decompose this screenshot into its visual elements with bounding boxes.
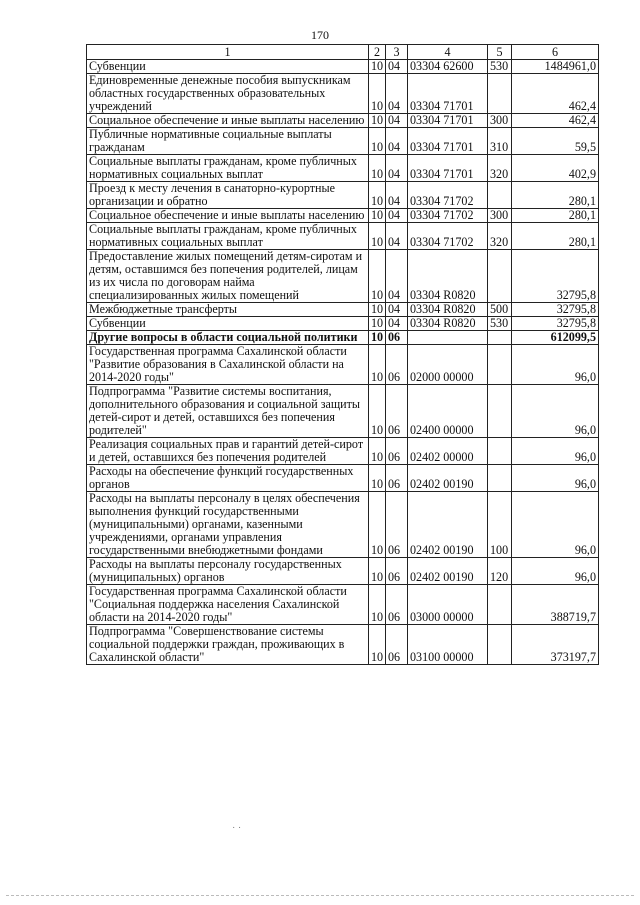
row-section-cell: 10 [369, 345, 386, 385]
row-expense-type-cell [488, 385, 512, 438]
table-row [87, 625, 599, 665]
row-section-cell: 10 [369, 303, 386, 317]
row-subsection-cell: 06 [386, 385, 408, 438]
row-target-article-cell: 03304 R0820 [408, 303, 488, 317]
row-name-cell: Расходы на выплаты персоналу государственных (муниципальных) органов [87, 558, 369, 585]
row-name-cell: Проезд к месту лечения в санаторно-курортные организации и обратно [87, 182, 369, 209]
header-col-1: 1 [87, 45, 369, 60]
row-expense-type-cell: 300 [488, 209, 512, 223]
row-target-article-cell: 03304 71701 [408, 114, 488, 128]
row-amount-cell: 32795,8 [512, 250, 599, 303]
row-amount-cell: 280,1 [512, 223, 599, 250]
row-target-article-cell: 03304 R0820 [408, 250, 488, 303]
row-amount-cell: 32795,8 [512, 303, 599, 317]
row-subsection-cell: 06 [386, 438, 408, 465]
row-expense-type-cell [488, 585, 512, 625]
row-target-article-cell: 02400 00000 [408, 385, 488, 438]
row-subsection-cell: 06 [386, 625, 408, 665]
row-subsection-cell: 06 [386, 492, 408, 558]
row-expense-type-cell: 320 [488, 223, 512, 250]
header-col-4: 4 [408, 45, 488, 60]
row-expense-type-cell [488, 182, 512, 209]
table-row [87, 317, 599, 331]
row-target-article-cell: 02000 00000 [408, 345, 488, 385]
row-subsection-cell: 06 [386, 331, 408, 345]
table-row [87, 385, 599, 438]
table-row [87, 128, 599, 155]
row-target-article-cell: 03100 00000 [408, 625, 488, 665]
row-subsection-cell: 06 [386, 558, 408, 585]
row-target-article-cell: 03304 71702 [408, 223, 488, 250]
row-expense-type-cell: 320 [488, 155, 512, 182]
row-subsection-cell: 04 [386, 128, 408, 155]
row-subsection-cell: 04 [386, 114, 408, 128]
row-subsection-cell: 04 [386, 60, 408, 74]
row-target-article-cell: 03304 R0820 [408, 317, 488, 331]
row-name-cell: Единовременные денежные пособия выпускникам областных государственных образовательных учреждений [87, 74, 369, 114]
row-section-cell: 10 [369, 438, 386, 465]
row-subsection-cell: 04 [386, 223, 408, 250]
row-subsection-cell: 06 [386, 465, 408, 492]
row-name-cell: Социальные выплаты гражданам, кроме публичных нормативных социальных выплат [87, 223, 369, 250]
table-row [87, 182, 599, 209]
row-amount-cell: 402,9 [512, 155, 599, 182]
row-section-cell: 10 [369, 209, 386, 223]
row-section-cell: 10 [369, 558, 386, 585]
row-amount-cell: 96,0 [512, 492, 599, 558]
table-row [87, 465, 599, 492]
row-name-cell: Другие вопросы в области социальной политики [87, 331, 369, 345]
row-amount-cell: 32795,8 [512, 317, 599, 331]
row-amount-cell: 96,0 [512, 345, 599, 385]
row-expense-type-cell: 120 [488, 558, 512, 585]
row-section-cell: 10 [369, 331, 386, 345]
row-section-cell: 10 [369, 385, 386, 438]
table-row [87, 155, 599, 182]
row-subsection-cell: 04 [386, 182, 408, 209]
row-subsection-cell: 04 [386, 74, 408, 114]
row-target-article-cell: 03304 71701 [408, 74, 488, 114]
row-name-cell: Межбюджетные трансферты [87, 303, 369, 317]
table-row [87, 74, 599, 114]
row-target-article-cell: 03000 00000 [408, 585, 488, 625]
row-expense-type-cell [488, 438, 512, 465]
row-expense-type-cell [488, 465, 512, 492]
row-expense-type-cell: 530 [488, 60, 512, 74]
row-name-cell: Подпрограмма "Совершенствование системы социальной поддержки граждан, проживающих в Сахалинской области" [87, 625, 369, 665]
row-name-cell: Социальные выплаты гражданам, кроме публичных нормативных социальных выплат [87, 155, 369, 182]
row-amount-cell: 462,4 [512, 114, 599, 128]
row-name-cell: Социальное обеспечение и иные выплаты населению [87, 209, 369, 223]
page-number: 170 [311, 28, 329, 42]
row-section-cell: 10 [369, 492, 386, 558]
row-name-cell: Публичные нормативные социальные выплаты гражданам [87, 128, 369, 155]
row-amount-cell: 462,4 [512, 74, 599, 114]
row-amount-cell: 96,0 [512, 558, 599, 585]
budget-table [86, 44, 599, 665]
row-expense-type-cell [488, 625, 512, 665]
row-subsection-cell: 04 [386, 209, 408, 223]
row-subsection-cell: 06 [386, 345, 408, 385]
row-target-article-cell: 03304 71701 [408, 155, 488, 182]
row-target-article-cell: 03304 71702 [408, 182, 488, 209]
row-subsection-cell: 04 [386, 317, 408, 331]
row-subsection-cell: 04 [386, 250, 408, 303]
row-section-cell: 10 [369, 585, 386, 625]
table-row [87, 331, 599, 345]
row-section-cell: 10 [369, 223, 386, 250]
row-section-cell: 10 [369, 60, 386, 74]
row-expense-type-cell: 300 [488, 114, 512, 128]
row-target-article-cell: 02402 00000 [408, 438, 488, 465]
row-name-cell: Субвенции [87, 60, 369, 74]
table-row [87, 492, 599, 558]
row-expense-type-cell: 100 [488, 492, 512, 558]
table-row [87, 585, 599, 625]
table-body [87, 60, 599, 665]
row-section-cell: 10 [369, 465, 386, 492]
row-amount-cell: 96,0 [512, 465, 599, 492]
row-target-article-cell: 03304 62600 [408, 60, 488, 74]
row-target-article-cell: 02402 00190 [408, 492, 488, 558]
row-section-cell: 10 [369, 128, 386, 155]
row-section-cell: 10 [369, 74, 386, 114]
row-target-article-cell: 02402 00190 [408, 558, 488, 585]
row-target-article-cell: 03304 71701 [408, 128, 488, 155]
table-row [87, 114, 599, 128]
table-row [87, 223, 599, 250]
table-header-row [87, 45, 599, 60]
row-section-cell: 10 [369, 155, 386, 182]
scan-speck: ˙ ˙ [232, 826, 242, 837]
row-name-cell: Социальное обеспечение и иные выплаты населению [87, 114, 369, 128]
row-amount-cell: 373197,7 [512, 625, 599, 665]
row-section-cell: 10 [369, 625, 386, 665]
row-amount-cell: 388719,7 [512, 585, 599, 625]
row-name-cell: Государственная программа Сахалинской области "Развитие образования в Сахалинской области на 2014-2020 годы" [87, 345, 369, 385]
row-amount-cell: 59,5 [512, 128, 599, 155]
row-expense-type-cell: 500 [488, 303, 512, 317]
header-col-6: 6 [512, 45, 599, 60]
row-expense-type-cell [488, 331, 512, 345]
row-expense-type-cell [488, 74, 512, 114]
row-section-cell: 10 [369, 317, 386, 331]
row-name-cell: Государственная программа Сахалинской области "Социальная поддержка населения Сахалинской области на 2014-2020 годы" [87, 585, 369, 625]
row-expense-type-cell: 530 [488, 317, 512, 331]
row-section-cell: 10 [369, 250, 386, 303]
row-target-article-cell: 02402 00190 [408, 465, 488, 492]
header-col-5: 5 [488, 45, 512, 60]
header-col-3: 3 [386, 45, 408, 60]
row-subsection-cell: 04 [386, 303, 408, 317]
header-col-2: 2 [369, 45, 386, 60]
row-target-article-cell [408, 331, 488, 345]
row-subsection-cell: 06 [386, 585, 408, 625]
row-expense-type-cell [488, 345, 512, 385]
row-subsection-cell: 04 [386, 155, 408, 182]
row-name-cell: Расходы на выплаты персоналу в целях обеспечения выполнения функций государственными (муниципальными) органами, казенными учреждениями, органами управления государственными внебюджетными фондами [87, 492, 369, 558]
row-section-cell: 10 [369, 114, 386, 128]
table-row [87, 60, 599, 74]
row-section-cell: 10 [369, 182, 386, 209]
row-expense-type-cell: 310 [488, 128, 512, 155]
table-row [87, 558, 599, 585]
row-amount-cell: 1484961,0 [512, 60, 599, 74]
scan-edge-line [6, 895, 634, 896]
table-row [87, 303, 599, 317]
table-row [87, 345, 599, 385]
row-amount-cell: 96,0 [512, 385, 599, 438]
row-name-cell: Подпрограмма "Развитие системы воспитания, дополнительного образования и социальной защиты детей-сирот и детей, оставшихся без попечения родителей" [87, 385, 369, 438]
row-name-cell: Предоставление жилых помещений детям-сиротам и детям, оставшимся без попечения родителей, лицам из их числа по договорам найма специализированных жилых помещений [87, 250, 369, 303]
table-row [87, 209, 599, 223]
row-name-cell: Реализация социальных прав и гарантий детей-сирот и детей, оставшихся без попечения родителей [87, 438, 369, 465]
table-row [87, 250, 599, 303]
row-expense-type-cell [488, 250, 512, 303]
row-amount-cell: 612099,5 [512, 331, 599, 345]
row-amount-cell: 96,0 [512, 438, 599, 465]
row-target-article-cell: 03304 71702 [408, 209, 488, 223]
row-name-cell: Субвенции [87, 317, 369, 331]
row-amount-cell: 280,1 [512, 182, 599, 209]
row-name-cell: Расходы на обеспечение функций государственных органов [87, 465, 369, 492]
row-amount-cell: 280,1 [512, 209, 599, 223]
table-row [87, 438, 599, 465]
